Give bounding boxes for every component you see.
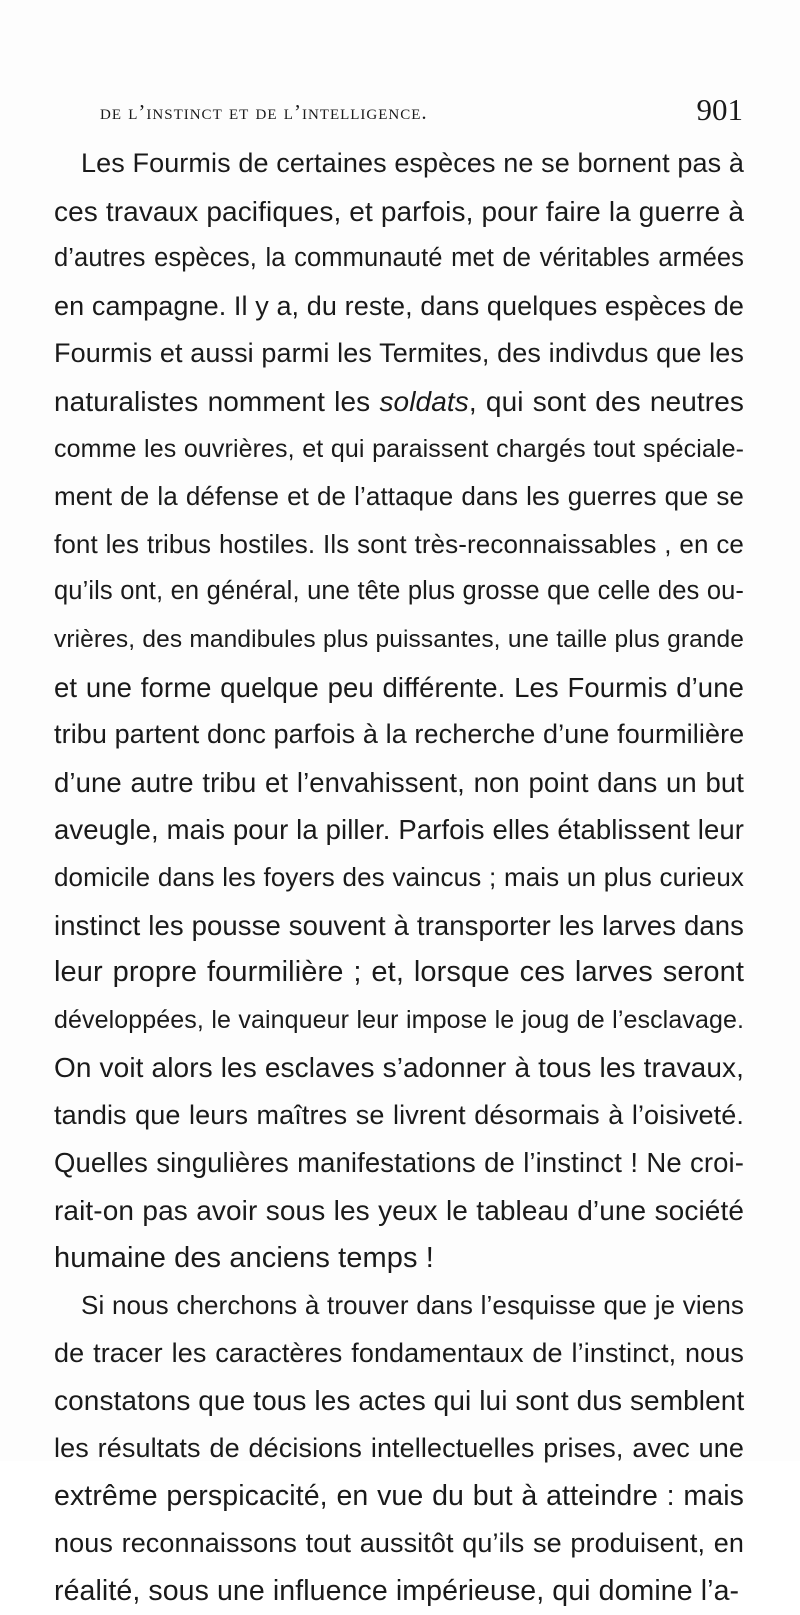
text-fragment: naturalistes nomment les [54, 385, 380, 417]
text-line: en campagne. Il y a, du reste, dans quelques espèces de [54, 290, 744, 321]
text-line: d’une autre tribu et l’envahissent, non point dans un but [54, 766, 744, 798]
text-line: Si nous cherchons à trouver dans l’esquisse que je viens [81, 1290, 744, 1321]
text-line: constatons que tous les actes qui lui sont dus semblent [54, 1385, 745, 1417]
text-line: vrières, des mandibules plus puissantes, une taille plus grande [54, 625, 744, 653]
text-line: tribu partent donc parfois à la recherche d’une fourmilière [54, 719, 745, 750]
running-head [100, 92, 743, 132]
text-line: les résultats de décisions intellectuelles prises, avec une [54, 1433, 744, 1464]
text-line: On voit alors les esclaves s’adonner à tous les travaux, [54, 1052, 744, 1084]
text-line: domicile dans les foyers des vaincus ; mais un plus curieux [54, 861, 744, 892]
text-line: ces travaux pacifiques, et parfois, pour faire la guerre à [54, 195, 744, 227]
text-line: Les Fourmis de certaines espèces ne se bornent pas à [81, 148, 744, 178]
text-line: d’autres espèces, la communauté met de véritables armées [54, 244, 744, 273]
running-title: de l’instinct et de l’intelligence. [100, 100, 428, 124]
text-line: leur propre fourmilière ; et, lorsque ces larves seront [54, 956, 744, 989]
text-line: humaine des anciens temps ! [54, 1241, 434, 1274]
text-line: extrême perspicacité, en vue du but à atteindre : mais [54, 1479, 744, 1512]
text-line [54, 378, 744, 426]
body-text [54, 140, 744, 1615]
text-line: de tracer les caractères fondamentaux de l’instinct, nous [54, 1337, 744, 1368]
page-number: 901 [696, 92, 743, 127]
text-line: et une forme quelque peu différente. Les Fourmis d’une [54, 671, 744, 703]
text-line: Quelles singulières manifestations de l’instinct ! Ne croi- [54, 1147, 744, 1179]
text-line: développées, le vainqueur leur impose le joug de l’esclavage. [54, 1005, 744, 1034]
text-line: instinct les pousse souvent à transporter les larves dans [54, 909, 744, 941]
text-line: aveugle, mais pour la piller. Parfois elles établissent leur [54, 814, 744, 846]
text-line: qu’ils ont, en général, une tête plus grosse que celle des ou- [54, 577, 744, 606]
text-line: Fourmis et aussi parmi les Termites, des indivdus que les [54, 338, 744, 369]
text-line: comme les ouvrières, et qui paraissent chargés tout spéciale- [54, 434, 744, 463]
text-line: nous reconnaissons tout aussitôt qu’ils se produisent, en [54, 1528, 744, 1559]
text-line: tandis que leurs maîtres se livrent désormais à l’oisiveté. [54, 1099, 744, 1130]
text-fragment: , qui sont des neutres [468, 385, 744, 417]
italic-term: soldats [379, 385, 469, 417]
paragraph [54, 140, 744, 1282]
text-line: ment de la défense et de l’attaque dans les guerres que se [54, 481, 744, 512]
text-line: font les tribus hostiles. Ils sont très-reconnaissables , en ce [54, 528, 744, 559]
paragraph [54, 1282, 744, 1615]
text-line: réalité, sous une influence impérieuse, qui domine l’a- [54, 1574, 740, 1607]
text-line: rait-on pas avoir sous les yeux le tableau d’une société [54, 1195, 744, 1227]
